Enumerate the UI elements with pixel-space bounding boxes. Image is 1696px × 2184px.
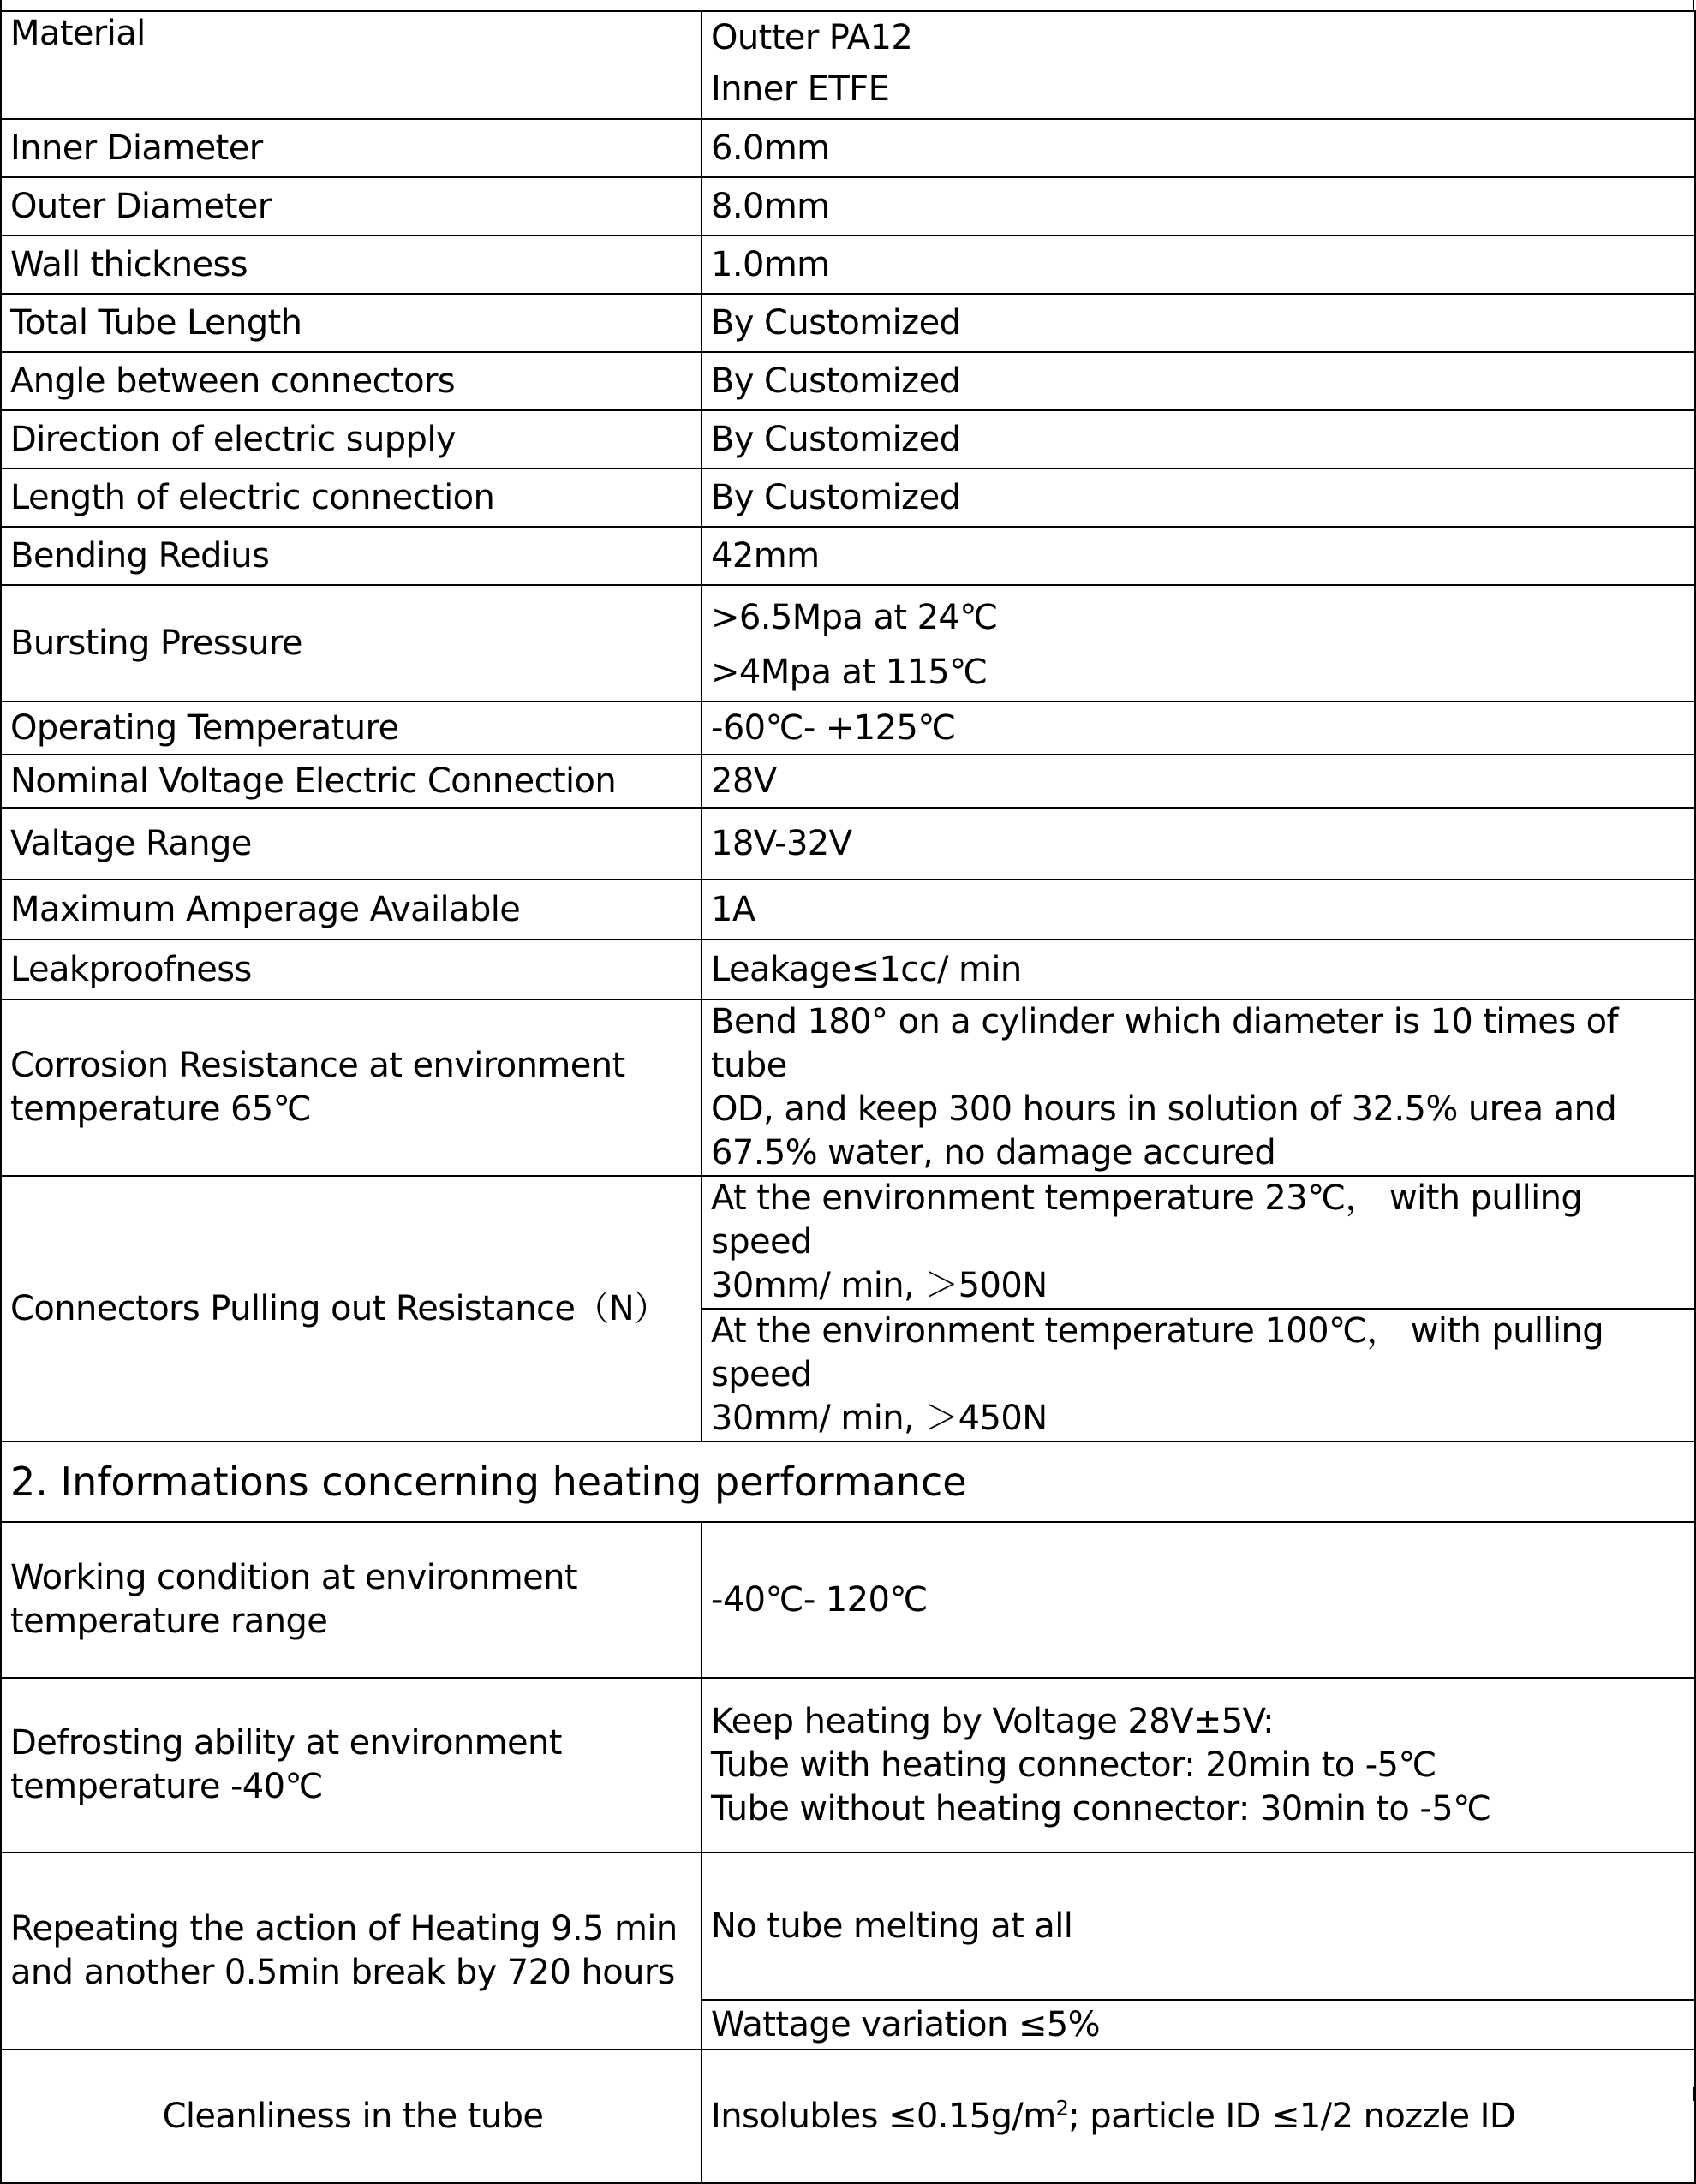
row-label: Maximum Amperage Available <box>1 880 702 940</box>
row-label: Leakproofness <box>1 940 702 1000</box>
cleanliness-value-text: Insolubles ≤0.15g/m <box>711 2096 1056 2136</box>
table-row <box>1 2050 1695 2183</box>
row-label: Corrosion Resistance at environment temperature 65℃ <box>1 1000 702 1176</box>
row-value: Bend 180° on a cylinder which diameter is 10 times of tube OD, and keep 300 hours in solution of 32.5% urea and 67.5% water, no damage accured <box>702 1000 1695 1176</box>
row-label: Connectors Pulling out Resistance（N） <box>1 1176 702 1441</box>
table-row <box>1 585 1695 701</box>
row-label: Valtage Range <box>1 808 702 880</box>
row-value: Wattage variation ≤5% <box>702 2000 1695 2050</box>
table-row <box>1 236 1695 294</box>
row-label: Angle between connectors <box>1 352 702 410</box>
row-label: Cleanliness in the tube <box>1 2050 702 2183</box>
table-row <box>1 940 1695 1000</box>
cleanliness-value-text-end: ; particle ID ≤1/2 nozzle ID <box>1068 2096 1516 2136</box>
superscript: 2 <box>1055 2096 1069 2121</box>
table-row <box>1 1000 1695 1176</box>
row-label: Material <box>1 11 702 119</box>
row-value: 28V <box>702 755 1695 808</box>
row-label: Direction of electric supply <box>1 410 702 468</box>
row-label: Outer Diameter <box>1 177 702 236</box>
row-value: 1A <box>702 880 1695 940</box>
row-value: No tube melting at all <box>702 1853 1695 2000</box>
row-value: -40℃- 120℃ <box>702 1522 1695 1678</box>
row-value: 42mm <box>702 527 1695 585</box>
table-row <box>1 294 1695 352</box>
row-label: Operating Temperature <box>1 701 702 755</box>
table-row <box>1 119 1695 177</box>
spec-table <box>0 10 1696 2184</box>
row-value <box>702 2050 1695 2183</box>
row-value: 1.0mm <box>702 236 1695 294</box>
table-row <box>1 468 1695 527</box>
table-top-edge <box>0 0 1694 10</box>
row-value: Outter PA12 Inner ETFE <box>702 11 1695 119</box>
table-row <box>1 1176 1695 1309</box>
row-label: Length of electric connection <box>1 468 702 527</box>
row-label: Bursting Pressure <box>1 585 702 701</box>
row-value: By Customized <box>702 410 1695 468</box>
row-value: -60℃- +125℃ <box>702 701 1695 755</box>
row-value: By Customized <box>702 352 1695 410</box>
table-row <box>1 527 1695 585</box>
row-value: At the environment temperature 100℃， with pulling speed 30mm/ min, ＞450N <box>702 1309 1695 1441</box>
table-bottom-edge <box>0 2087 1694 2101</box>
row-value: By Customized <box>702 294 1695 352</box>
row-label: Defrosting ability at environment temperature -40℃ <box>1 1678 702 1853</box>
table-row <box>1 410 1695 468</box>
row-label: Total Tube Length <box>1 294 702 352</box>
table-row <box>1 701 1695 755</box>
table-row <box>1 808 1695 880</box>
row-value: 8.0mm <box>702 177 1695 236</box>
table-row <box>1 1678 1695 1853</box>
row-value: Leakage≤1cc/ min <box>702 940 1695 1000</box>
row-label: Bending Redius <box>1 527 702 585</box>
table-row <box>1 1853 1695 2000</box>
row-value: 6.0mm <box>702 119 1695 177</box>
row-label: Wall thickness <box>1 236 702 294</box>
section-title: 2. Informations concerning heating performance <box>1 1441 1695 1522</box>
row-value: >6.5Mpa at 24℃ >4Mpa at 115℃ <box>702 585 1695 701</box>
table-row <box>1 880 1695 940</box>
row-label: Working condition at environment temperature range <box>1 1522 702 1678</box>
row-value: Keep heating by Voltage 28V±5V: Tube with heating connector: 20min to -5℃ Tube without heating connector: 30min to -5℃ <box>702 1678 1695 1853</box>
row-value: 18V-32V <box>702 808 1695 880</box>
row-label: Inner Diameter <box>1 119 702 177</box>
table-row <box>1 755 1695 808</box>
table-row <box>1 1522 1695 1678</box>
table-row <box>1 352 1695 410</box>
row-value: At the environment temperature 23℃， with pulling speed 30mm/ min, ＞500N <box>702 1176 1695 1309</box>
table-row <box>1 177 1695 236</box>
row-label: Repeating the action of Heating 9.5 min and another 0.5min break by 720 hours <box>1 1853 702 2050</box>
row-value: By Customized <box>702 468 1695 527</box>
table-row <box>1 11 1695 119</box>
row-label: Nominal Voltage Electric Connection <box>1 755 702 808</box>
section-heading-row <box>1 1441 1695 1522</box>
